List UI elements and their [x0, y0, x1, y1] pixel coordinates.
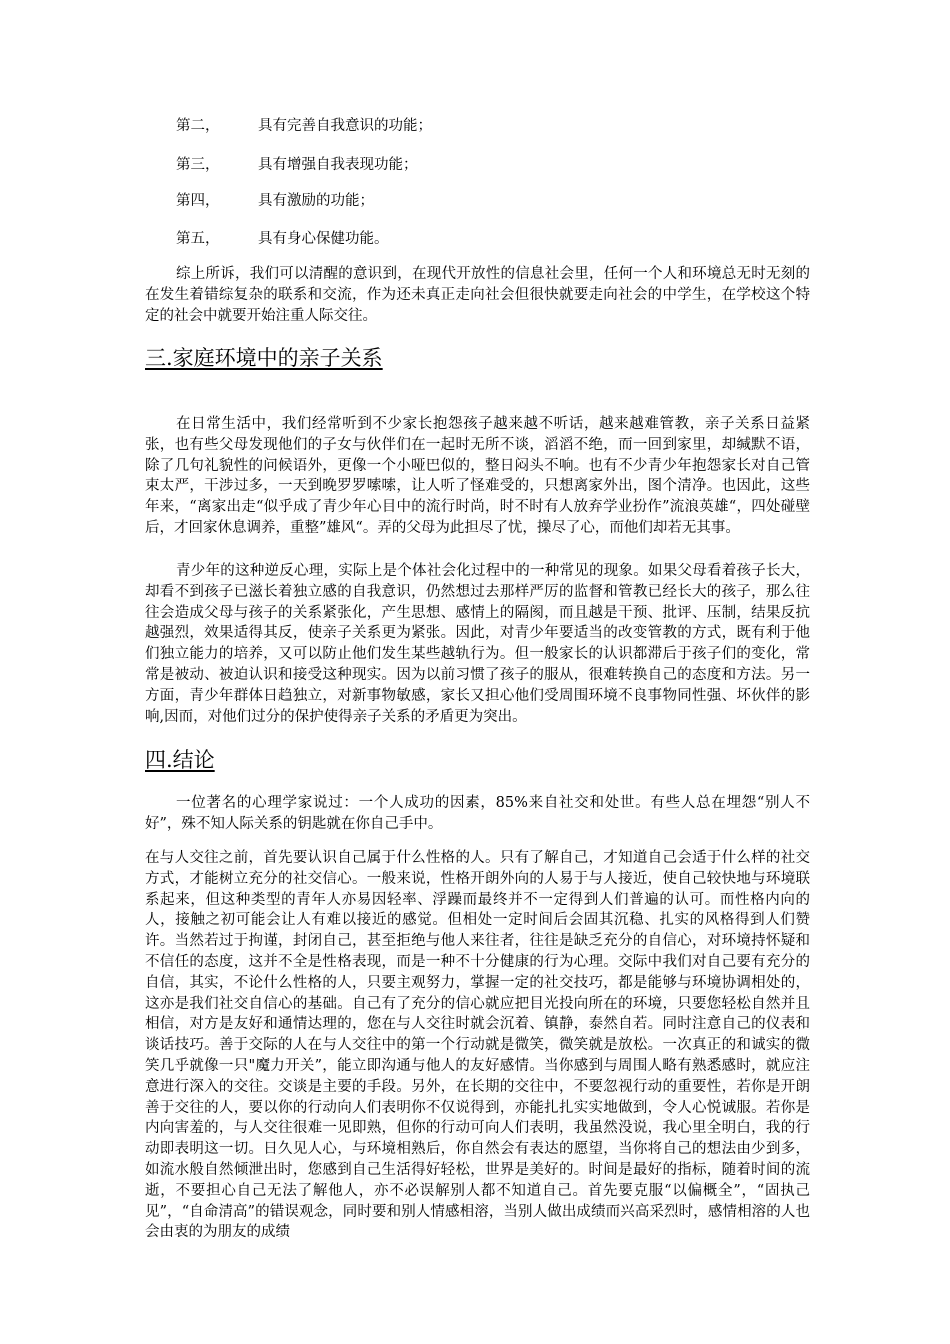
list-item-number: 第四， — [176, 193, 220, 209]
list-item-number: 第三， — [176, 157, 220, 173]
section-heading-4: 四.结论 — [145, 748, 215, 772]
section4-paragraph-1: 一位著名的心理学家说过：一个人成功的因素，85%来自社交和处世。有些人总在埋怨“别人不好”，殊不知人际关系的钥匙就在你自己手中。 — [145, 795, 810, 832]
section-heading-3: 三.家庭环境中的亲子关系 — [145, 346, 383, 370]
list-item-text: 具有完善自我意识的功能； — [258, 118, 432, 134]
section4-paragraph-2: 在与人交往之前，首先要认识自己属于什么性格的人。只有了解自己，才知道自己会适于什么样的社交方式，才能树立充分的社交信心。一般来说，性格开朗外向的人易于与人接近，使自己较快地与环境联系起来，但这种类型的青年人亦易因轻率、浮躁而最终并不一定得到人们普遍的认可。而性格内向的人，接触之初可能会让人有难以接近的感觉。但相处一定时间后会固其沉稳、扎实的风格得到人们赞许。当然若过于拘谨，封闭自己，甚至拒绝与他人来往者，往往是缺乏充分的自信心，对环境持怀疑和不信任的态度，这并不全是性格表现，而是一种不十分健康的行为心理。交际中我们对自己要有充分的自信，其实，不论什么性格的人，只要主观努力，掌握一定的社交技巧，都是能够与环境协调相处的，这亦是我们社交自信心的基础。自己有了充分的信心就应把目光投向所在的环境，只要您轻松自然并且相信，对方是友好和通情达理的，您在与人交往时就会沉着、镇静，泰然自若。同时注意自己的仪表和谈话技巧。善于交际的人在与人交往中的第一个行动就是微笑，微笑就是放松。一次真正的和诚实的微笑几乎就像一只"魔力开关”，能立即沟通与他人的友好感情。当你感到与周围人略有熟悉感时，就应注意进行深入的交往。交谈是主要的手段。另外，在长期的交往中，不要忽视行动的重要性，若你是开朗善于交往的人，要以你的行动向人们表明你不仅说得到，亦能扎扎实实地做到，令人心悦诚服。若你是内向害羞的，与人交往很难一见即熟，但你的行动可向人们表明，我虽然没说，我心里全明白，我的行动即表明这一切。日久见人心，与环境相熟后，你自然会有表达的愿望，当你将自己的想法由少到多，如流水般自然倾泄出时，您感到自己生活得好轻松，世界是美好的。时间是最好的指标，随着时间的流逝，不要担心自己无法了解他人，亦不必误解别人都不知道自己。首先要克服“以偏概全”，“固执己见”，“自命清高”的错误观念，同时要和别人情感相溶，当别人做出成绩而兴高采烈时，感情相溶的人也会由衷的为朋友的成绩 — [145, 850, 810, 1241]
summary-paragraph: 综上所诉，我们可以清醒的意识到，在现代开放性的信息社会里，任何一个人和环境总无时无刻的在发生着错综复杂的联系和交流，作为还未真正走向社会但很快就要走向社会的中学生，在学校这个特定的社会中就要开始注重人际交往。 — [145, 266, 810, 324]
list-item-text: 具有增强自我表现功能； — [258, 157, 418, 173]
list-item-number: 第五， — [176, 231, 220, 247]
list-item-text: 具有身心保健功能。 — [258, 231, 389, 247]
list-item — [176, 229, 389, 249]
list-item — [176, 155, 418, 175]
list-item-number: 第二， — [176, 118, 220, 134]
list-item — [176, 116, 432, 136]
section3-paragraph-1: 在日常生活中，我们经常听到不少家长抱怨孩子越来越不听话，越来越难管教，亲子关系日益紧张，也有些父母发现他们的子女与伙伴们在一起时无所不谈，滔滔不绝，而一回到家里，却缄默不语，除了几句礼貌性的问候语外，更像一个小哑巴似的，整日闷头不响。也有不少青少年抱怨家长对自己管束太严，干涉过多，一天到晚罗罗嗦嗦，让人听了怪难受的，只想离家外出，图个清净。也因此，这些年来，“离家出走“似乎成了青少年心目中的流行时尚，时不时有人放弃学业扮作”流浪英雄“，四处碰壁后，才回家休息调养，重整”雄风“。弄的父母为此担尽了忧，操尽了心，而他们却若无其事。 — [145, 416, 810, 536]
list-item-text: 具有激励的功能； — [258, 193, 374, 209]
section3-paragraph-2: 青少年的这种逆反心理，实际上是个体社会化过程中的一种常见的现象。如果父母看着孩子长大，却看不到孩子已滋长着独立感的自我意识，仍然想过去那样严厉的监督和管教已经长大的孩子，那么往往会造成父母与孩子的关系紧张化，产生思想、感情上的隔阂，而且越是干预、批评、压制，结果反抗越强烈，效果适得其反，使亲子关系更为紧张。因此，对青少年要适当的改变管教的方式，既有利于他们独立能力的培养，又可以防止他们发生某些越轨行为。但一般家长的认识都滞后于孩子们的变化，常常是被动、被迫认识和接受这种现实。因为以前习惯了孩子的服从，很难转换自己的态度和方法。另一方面，青少年群体日趋独立，对新事物敏感，家长又担心他们受周围环境不良事物同性强、坏伙伴的影响,因而，对他们过分的保护使得亲子关系的矛盾更为突出。 — [145, 563, 810, 725]
list-item — [176, 191, 374, 211]
